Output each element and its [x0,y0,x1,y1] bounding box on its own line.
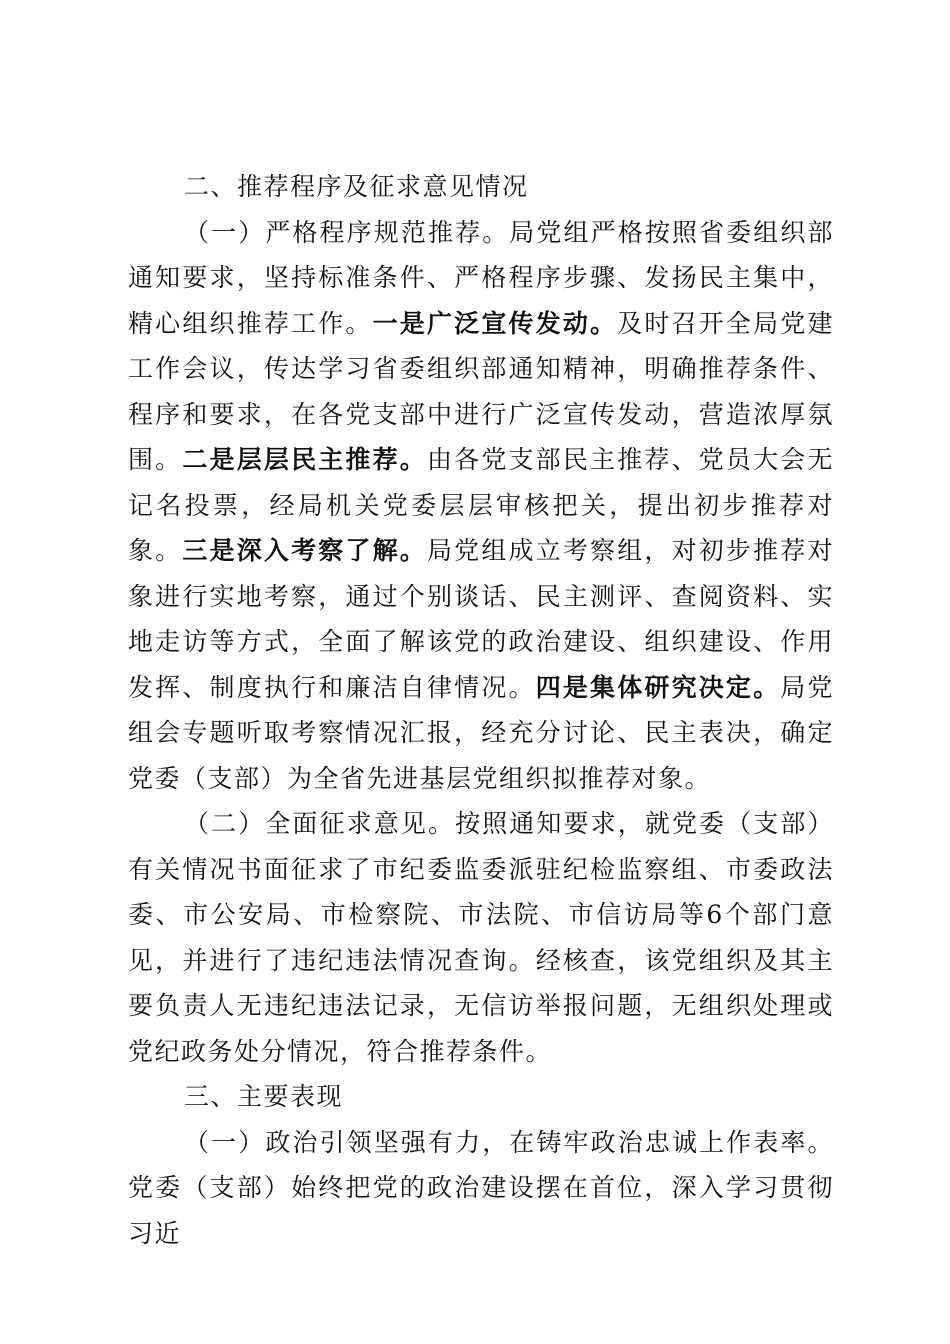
section-heading-3 [128,1074,834,1120]
bold-text-segment: 二是层层民主推荐。 [182,445,427,474]
paragraph-political-leadership [128,1120,834,1257]
document-body [128,164,834,1256]
text-segment: 及时召开全局党建工作会议，传达学习省委组织部通知精神，明确推荐条件、程序和要求，在各党支部中进行广泛宣传发动，营造浓厚氛围。 [128,308,834,474]
paragraph-solicit-opinions [128,801,834,1074]
bold-text-segment: 四是集体研究决定。 [535,672,781,702]
text-segment: （一）严格程序规范推荐。局党组严格按照省委组织部通知要求，坚持标准条件、严格程序步骤、发扬民主集中，精心组织推荐工作。 [128,217,834,338]
text-segment: 二、推荐程序及征求意见情况 [184,172,529,201]
text-segment: （二）全面征求意见。按照通知要求，就党委（支部）有关情况书面征求了市纪委监委派驻纪检监察组、市委政法委、市公安局、市检察院、市法院、市信访局等6个部门意见，并进行了违纪违法情况查询。经核查，该党组织及其主要负责人无违纪违法记录，无信访举报问题，无组织处理或党纪政务处分情况，符合推荐条件。 [128,809,834,1066]
text-segment: 由各党支部民主推荐、党员大会无记名投票，经局机关党委层层审核把关，提出初步推荐对象。 [128,445,834,565]
bold-text-segment: 一是广泛宣传发动。 [372,308,618,338]
text-segment: 局党组会专题听取考察情况汇报，经充分讨论、民主表决，确定党委（支部）为全省先进基层党组织拟推荐对象。 [128,672,834,793]
section-heading-2 [128,164,834,210]
bold-text-segment: 三是深入考察了解。 [182,536,427,565]
paragraph-strict-procedure [128,210,834,802]
text-segment: 三、主要表现 [184,1082,344,1111]
text-segment: （一）政治引领坚强有力，在铸牢政治忠诚上作表率。党委（支部）始终把党的政治建设摆在首位，深入学习贯彻习近 [128,1127,834,1248]
text-segment: 局党组成立考察组，对初步推荐对象进行实地考察，通过个别谈话、民主测评、查阅资料、实地走访等方式，全面了解该党的政治建设、组织建设、作用发挥、制度执行和廉洁自律情况。 [128,536,834,702]
